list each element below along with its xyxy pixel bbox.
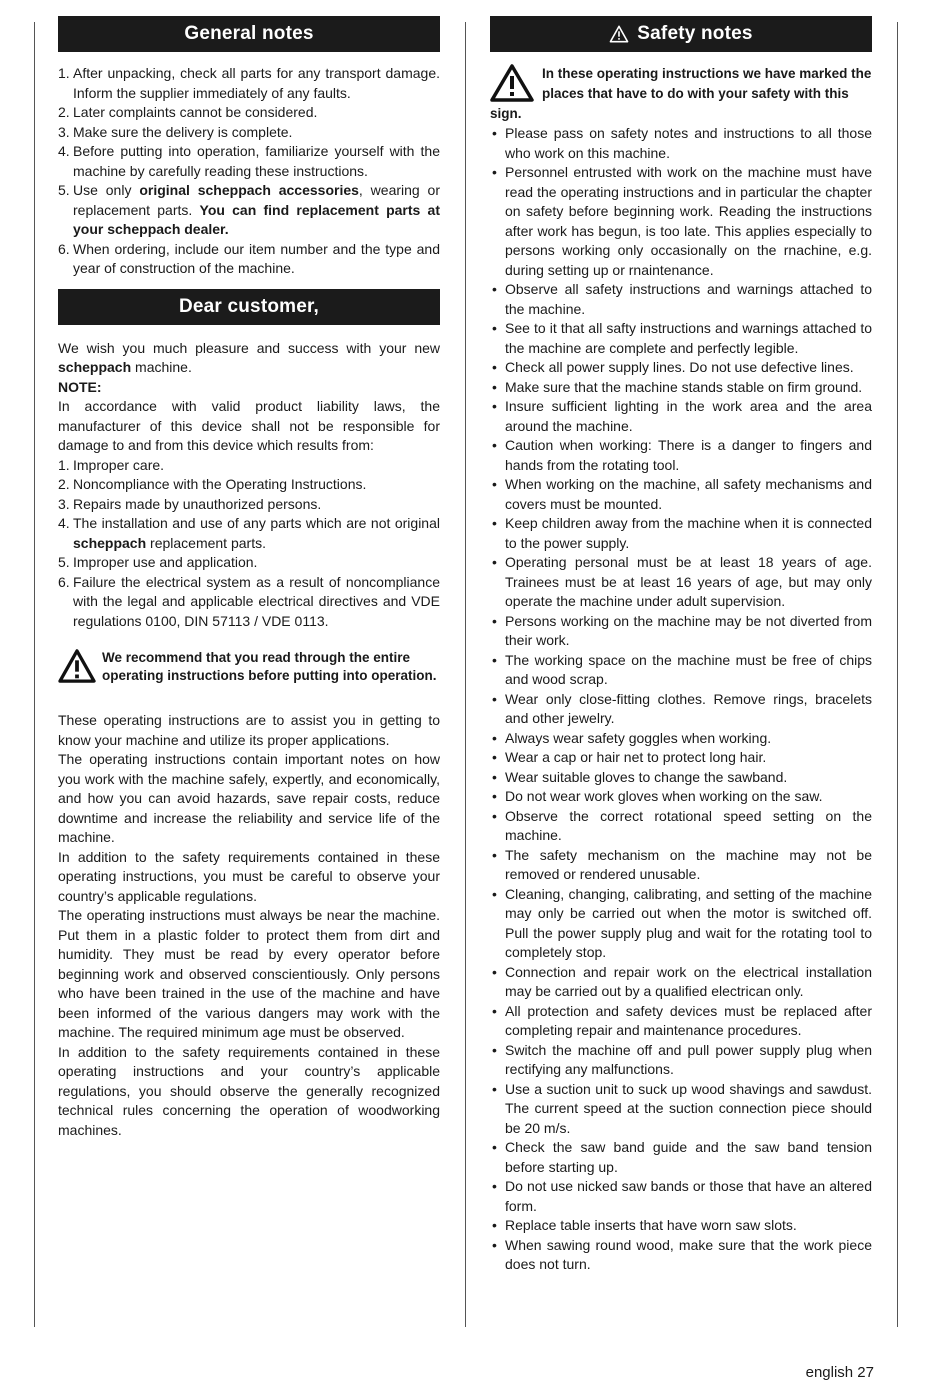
safety-note-item: • All protection and safety devices must be replaced after completing repair and maintenance procedures. <box>490 1002 872 1041</box>
instructions-paragraph: The operating instructions must always be near the machine. Put them in a plastic folder to protect them from dirt and humidity. They must be read by every operator before beginning work and observed conscientiously. Only persons who have been trained in the use of the machine and have been informed of the various dangers may work with the machine. The required minimum age must be observed. <box>58 907 440 1040</box>
recommend-text: We recommend that you read through the entire operating instructions before putting into operation. <box>102 650 437 683</box>
liability-cause-item: 4. The installation and use of any parts which are not original scheppach replacement parts. <box>58 515 440 551</box>
safety-intro-text: In these operating instructions we have marked the places that have to do with your safety with this sign. <box>490 66 872 121</box>
general-note-item: 3. Make sure the delivery is complete. <box>58 123 293 140</box>
warning-triangle-icon <box>490 64 534 102</box>
safety-note-item: • The safety mechanism on the machine may not be removed or rendered unusable. <box>490 846 872 885</box>
right-column <box>490 16 872 1275</box>
dear-customer-header <box>58 289 440 325</box>
general-notes-header <box>58 16 440 52</box>
safety-note-item: • Caution when working: There is a danger to fingers and hands from the rotating tool. <box>490 436 872 475</box>
right-margin-rule <box>897 22 898 1327</box>
liability-cause-item: 6. Failure the electrical system as a result of noncompliance with the legal and applicable electrical directives and VDE regulations 0100, DIN 57113 / VDE 0113. <box>58 573 440 629</box>
liability-cause-item: 2. Noncompliance with the Operating Instructions. <box>58 476 367 492</box>
safety-note-item: • Make sure that the machine stands stable on firm ground. <box>490 378 872 398</box>
general-note-item: 4. Before putting into operation, familiarize yourself with the machine by carefully reading these instructions. <box>58 143 440 179</box>
liability-cause-item: 1. Improper care. <box>58 456 165 473</box>
safety-sign-intro <box>490 64 872 124</box>
safety-notes-header <box>490 16 872 52</box>
safety-note-item: • Connection and repair work on the electrical installation may be carried out by a qualified electrican only. <box>490 963 872 1002</box>
safety-note-item: • Operating personal must be at least 18 years of age. Trainees must be at least 16 years of age, but may only operate the machine under adult supervision. <box>490 553 872 612</box>
general-note-item: 1. After unpacking, check all parts for any transport damage. Inform the supplier immediately of any faults. <box>58 65 440 101</box>
safety-note-item: • Check all power supply lines. Do not use defective lines. <box>490 358 872 378</box>
safety-note-item: • Use a suction unit to suck up wood shavings and sawdust. The current speed at the suction connection piece should be 20 m/s. <box>490 1080 872 1139</box>
safety-note-item: • Persons working on the machine may be not diverted from their work. <box>490 612 872 651</box>
read-instructions-warning <box>58 649 440 685</box>
safety-note-item: • Do not wear work gloves when working on the saw. <box>490 787 872 807</box>
safety-note-item: • Wear suitable gloves to change the sawband. <box>490 768 872 788</box>
safety-note-item: • Insure sufficient lighting in the work area and the area around the machine. <box>490 397 872 436</box>
safety-note-item: • Do not use nicked saw bands or those that have an altered form. <box>490 1177 872 1216</box>
safety-note-item: • Personnel entrusted with work on the machine must have read the operating instructions and in particular the chapter on safety before beginning work. Reading the instructions after work has begun, is too late. This applies especially to persons working only occasionally on the rnachine, e.g. during setting up or rnaintenance. <box>490 163 872 280</box>
liability-cause-item: 3. Repairs made by unauthorized persons. <box>58 495 322 512</box>
welcome-text: We wish you much pleasure and success with your new scheppach machine. <box>58 339 440 375</box>
safety-note-item: • Please pass on safety notes and instructions to all those who work on this machine. <box>490 124 872 163</box>
general-note-item-accessories: 5. Use only original scheppach accessories, wearing or replacement parts. You can find replacement parts at your scheppach dealer. <box>58 182 441 237</box>
safety-note-item: • Cleaning, changing, calibrating, and setting of the machine may only be carried out when the motor is switched off. Pull the power supply plug and wait for the rotating tool to completely stop. <box>490 885 872 963</box>
instructions-paragraph: In addition to the safety requirements contained in these operating instructions and your country’s applicable regulations, you should observe the generally recognized technical rules concerning the operation of woodworking machines. <box>58 1043 440 1138</box>
safety-note-item: • Wear a cap or hair net to protect long hair. <box>490 748 872 768</box>
safety-note-item: • Always wear safety goggles when working. <box>490 729 872 749</box>
general-note-item: 2. Later complaints cannot be considered. <box>58 104 318 120</box>
warning-triangle-icon <box>609 25 629 43</box>
safety-note-item: • When working on the machine, all safety mechanisms and covers must be mounted. <box>490 475 872 514</box>
safety-note-item: • When sawing round wood, make sure that the work piece does not turn. <box>490 1236 872 1275</box>
general-notes-list <box>58 64 440 279</box>
safety-note-item: • Observe the correct rotational speed setting on the machine. <box>490 807 872 846</box>
note-label: NOTE: <box>58 378 102 395</box>
general-notes-title: General notes <box>184 23 314 45</box>
safety-note-item: • Check the saw band guide and the saw band tension before starting up. <box>490 1138 872 1177</box>
safety-note-item: • See to it that all safty instructions and warnings attached to the machine are complete and perfectly legible. <box>490 319 872 358</box>
instructions-paragraph: These operating instructions are to assist you in getting to know your machine and utilize its proper applications. <box>58 712 440 748</box>
general-note-item: 6. When ordering, include our item number and the type and year of construction of the machine. <box>58 240 440 276</box>
liability-text: In accordance with valid product liability laws, the manufacturer of this device shall not be responsible for damage to and from this device which results from: <box>58 398 440 453</box>
safety-note-item: • Replace table inserts that have worn saw slots. <box>490 1216 872 1236</box>
page-footer: english 27 <box>805 1364 874 1381</box>
safety-note-item: • Keep children away from the machine when it is connected to the power supply. <box>490 514 872 553</box>
safety-note-item: • Observe all safety instructions and warnings attached to the machine. <box>490 280 872 319</box>
warning-triangle-icon <box>58 649 96 683</box>
liability-cause-item: 5. Improper use and application. <box>58 554 258 570</box>
safety-note-item: • The working space on the machine must be free of chips and wood scrap. <box>490 651 872 690</box>
liability-causes-list <box>58 456 440 632</box>
safety-note-item: • Switch the machine off and pull power supply plug when rectifying any malfunctions. <box>490 1041 872 1080</box>
safety-note-item: • Wear only close-fitting clothes. Remove rings, bracelets and other jewelry. <box>490 690 872 729</box>
instructions-paragraph: In addition to the safety requirements contained in these operating instructions, you must be careful to observe your country’s applicable regulations. <box>58 848 440 904</box>
safety-notes-title: Safety notes <box>637 23 753 45</box>
center-column-rule <box>465 22 466 1327</box>
left-column <box>58 16 440 1140</box>
dear-customer-title: Dear customer, <box>178 295 320 317</box>
left-margin-rule <box>34 22 35 1327</box>
instructions-paragraph: The operating instructions contain important notes on how you work with the machine safely, expertly, and economically, and how you can avoid hazards, save repair costs, reduce downtime and increase the reliability and service life of the machine. <box>58 751 440 845</box>
safety-notes-list <box>490 124 872 1275</box>
